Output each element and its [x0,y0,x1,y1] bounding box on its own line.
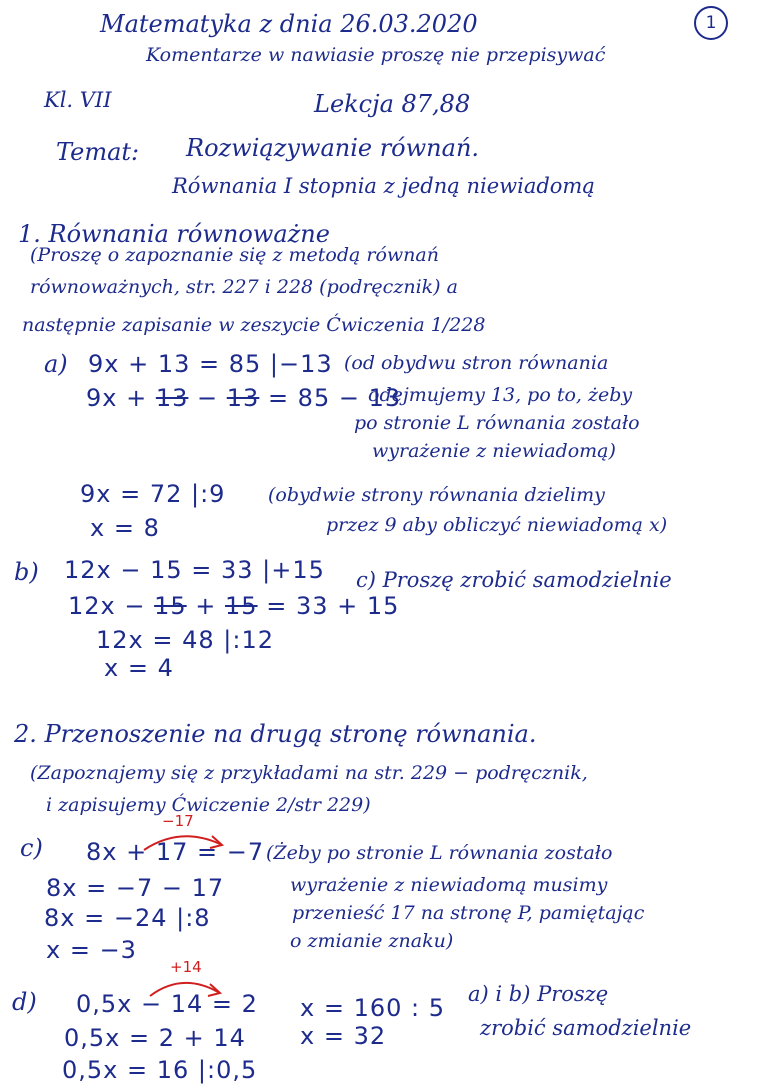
section1-heading: 1. Równania równoważne [18,220,330,248]
example-d-line2: 0,5x = 2 + 14 [64,1024,246,1052]
example-a-comment-2: odejmujemy 13, po to, żeby [368,384,633,406]
example-c-line2: 8x = −7 − 17 [46,874,225,902]
example-b-line1: 12x − 15 = 33 |+15 [64,556,325,584]
section2-note-2: i zapisujemy Ćwiczenie 2/str 229) [46,794,371,816]
example-c-comment-2: wyrażenie z niewiadomą musimy [290,874,608,896]
example-a-line2-crossed2: 13 [226,384,260,412]
section1-note-1: (Proszę o zapoznanie się z metodą równań [30,244,439,266]
example-a-comment-3: po stronie L równania zostało [354,412,640,434]
example-b-line4: x = 4 [104,654,174,682]
section2-heading: 2. Przenoszenie na drugą stronę równania. [14,720,537,748]
example-a-comment-4: wyrażenie z niewiadomą) [372,440,616,462]
example-d-red-term: +14 [170,958,202,976]
section1-note-2: równoważnych, str. 227 i 228 (podręcznik) a [30,276,458,298]
example-b-line2-crossed2: 15 [225,592,258,620]
example-a-line2-post: = 85 − 13 [259,384,402,412]
example-c-red-term: −17 [162,812,194,830]
example-a-line4: x = 8 [90,514,160,542]
example-c-label: c) [20,834,43,862]
subtopic: Równania I stopnia z jedną niewiadomą [172,174,595,198]
example-a-line2 [86,386,401,410]
example-a-line3: 9x = 72 |:9 [80,480,226,508]
topic: Rozwiązywanie równań. [186,134,480,162]
example-b-line2 [68,594,399,618]
example-b-line2-crossed1: 15 [154,592,187,620]
lesson-label: Lekcja 87,88 [314,90,471,118]
example-a-line1: 9x + 13 = 85 |−13 [88,350,333,378]
example-c-note: c) Proszę zrobić samodzielnie [356,568,672,592]
example-b-line2-post: = 33 + 15 [257,592,400,620]
ab-note-2: zrobić samodzielnie [480,1016,692,1040]
example-d-line1: 0,5x − 14 = 2 [76,990,258,1018]
example-b-line3: 12x = 48 |:12 [96,626,274,654]
example-c-line1: 8x + 17 = −7 [86,838,265,866]
example-d-label: d) [12,988,37,1016]
example-a-comment2-1: (obydwie strony równania dzielimy [268,484,605,506]
example-a-comment-1: (od obydwu stron równania [344,352,609,374]
example-a-comment2-2: przez 9 aby obliczyć niewiadomą x) [326,514,668,536]
example-b-label: b) [14,558,39,586]
section1-note-3: następnie zapisanie w zeszycie Ćwiczenia 1/228 [22,314,486,336]
example-c-comment-3: przenieść 17 na stronę P, pamiętając [292,902,645,924]
example-b-line2-mid: + [186,592,226,620]
example-a-line2-pre: 9x + [86,384,156,412]
section2-note-1: (Zapoznajemy się z przykładami na str. 229 − podręcznik, [30,762,588,784]
example-a-line2-mid: − [188,384,227,412]
example-c-comment-1: (Żeby po stronie L równania zostało [266,842,613,864]
example-c-line4: x = −3 [46,936,137,964]
example-a-label: a) [44,350,68,378]
example-d-line4: x = 160 : 5 [300,994,445,1022]
example-d-line5: x = 32 [300,1022,387,1050]
example-d-line3: 0,5x = 16 |:0,5 [62,1056,258,1084]
example-c-comment-4: o zmianie znaku) [290,930,454,952]
page-title: Matematyka z dnia 26.03.2020 [100,10,478,38]
example-c-line3: 8x = −24 |:8 [44,904,211,932]
page-number: 1 [694,6,728,40]
class-label: Kl. VII [44,88,112,112]
ab-note-1: a) i b) Proszę [468,982,609,1006]
example-b-line2-pre: 12x − [68,592,155,620]
header-note: Komentarze w nawiasie proszę nie przepisywać [146,44,606,66]
example-a-line2-crossed1: 13 [155,384,189,412]
topic-label: Temat: [56,138,140,166]
